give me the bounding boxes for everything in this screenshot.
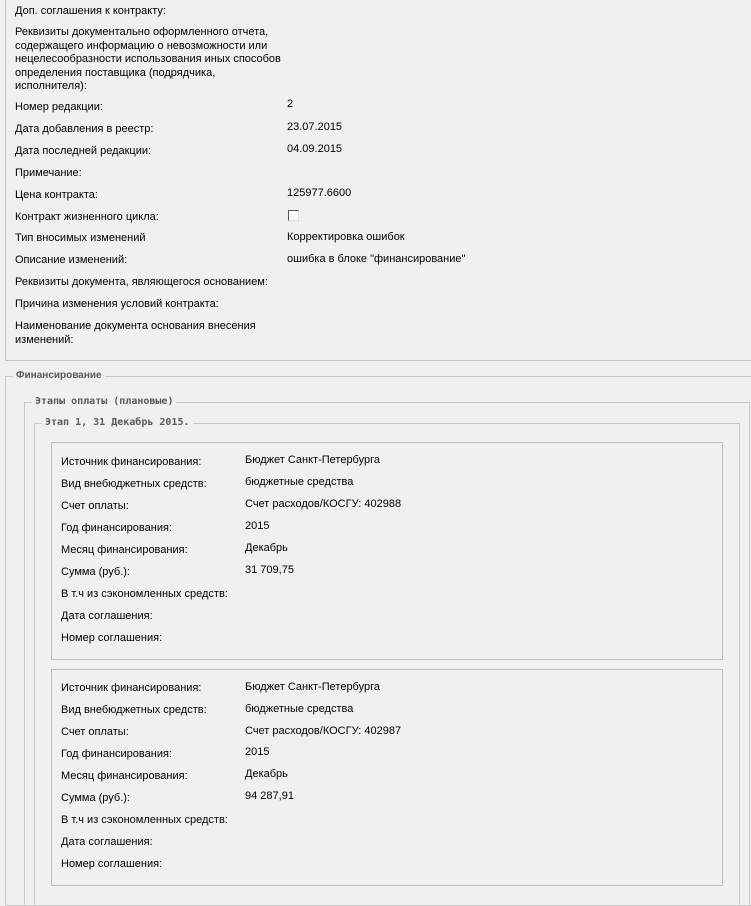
note-label: Примечание: [15, 167, 82, 179]
year-value: 2015 [245, 746, 270, 758]
source-value: Бюджет Санкт-Петербурга [245, 681, 380, 693]
savings-label: В т.ч из сэкономленных средств: [61, 814, 228, 826]
basis-document-label: Реквизиты документа, являющегося основанием: [15, 276, 268, 288]
year-label: Год финансирования: [61, 748, 172, 760]
offbudget-type-value: бюджетные средства [245, 703, 354, 715]
source-label: Источник финансирования: [61, 682, 202, 694]
source-label: Источник финансирования: [61, 456, 202, 468]
registry-date-value: 23.07.2015 [287, 121, 343, 133]
financing-legend: Финансирование [13, 370, 105, 382]
month-value: Декабрь [245, 768, 288, 780]
agreement-date-label: Дата соглашения: [61, 610, 153, 622]
last-edition-date-value: 04.09.2015 [287, 143, 343, 155]
extra-agreements-label: Доп. соглашения к контракту: [15, 5, 166, 17]
agreement-number-label: Номер соглашения: [61, 858, 163, 870]
source-value: Бюджет Санкт-Петербурга [245, 454, 380, 466]
account-value: Счет расходов/КОСГУ: 402987 [245, 725, 402, 737]
month-label: Месяц финансирования: [61, 544, 188, 556]
month-value: Декабрь [245, 542, 288, 554]
price-value: 125977.6600 [287, 187, 352, 199]
month-label: Месяц финансирования: [61, 770, 188, 782]
offbudget-type-value: бюджетные средства [245, 476, 354, 488]
change-type-label: Тип вносимых изменений [15, 232, 146, 244]
offbudget-type-label: Вид внебюджетных средств: [61, 704, 207, 716]
change-type-value: Корректировка ошибок [287, 231, 405, 243]
year-label: Год финансирования: [61, 522, 172, 534]
change-description-label: Описание изменений: [15, 254, 128, 266]
change-reason-label: Причина изменения условий контракта: [15, 298, 219, 310]
last-edition-date-label: Дата последней редакции: [15, 145, 152, 157]
basis-name-label: Наименование документа основания внесения изменений: [15, 320, 256, 346]
savings-label: В т.ч из сэкономленных средств: [61, 588, 228, 600]
sum-label: Сумма (руб.): [61, 566, 130, 578]
edition-number-label: Номер редакции: [15, 101, 103, 113]
sum-label: Сумма (руб.): [61, 792, 130, 804]
offbudget-type-label: Вид внебюджетных средств: [61, 478, 207, 490]
account-label: Счет оплаты: [61, 726, 129, 738]
edition-number-value: 2 [287, 98, 294, 110]
sum-value: 31 709,75 [245, 564, 294, 576]
agreement-date-label: Дата соглашения: [61, 836, 153, 848]
report-details-label: Реквизиты документально оформленного отчета, содержащего информацию о невозможности или нецелесообразности использования иных способов определения поставщика (подрядчика, исполнителя): [15, 26, 281, 92]
lifecycle-checkbox[interactable] [288, 210, 299, 221]
registry-date-label: Дата добавления в реестр: [15, 123, 154, 135]
stage-legend: Этап 1, 31 Декабрь 2015. [42, 417, 193, 429]
account-label: Счет оплаты: [61, 500, 129, 512]
sum-value: 94 287,91 [245, 790, 294, 802]
account-value: Счет расходов/КОСГУ: 402988 [245, 498, 402, 510]
price-label: Цена контракта: [15, 189, 98, 201]
lifecycle-label: Контракт жизненного цикла: [15, 211, 159, 223]
agreement-number-label: Номер соглашения: [61, 632, 163, 644]
change-description-value: ошибка в блоке "финансирование" [287, 253, 466, 265]
year-value: 2015 [245, 520, 270, 532]
payment-stages-legend: Этапы оплаты (плановые) [32, 396, 176, 408]
